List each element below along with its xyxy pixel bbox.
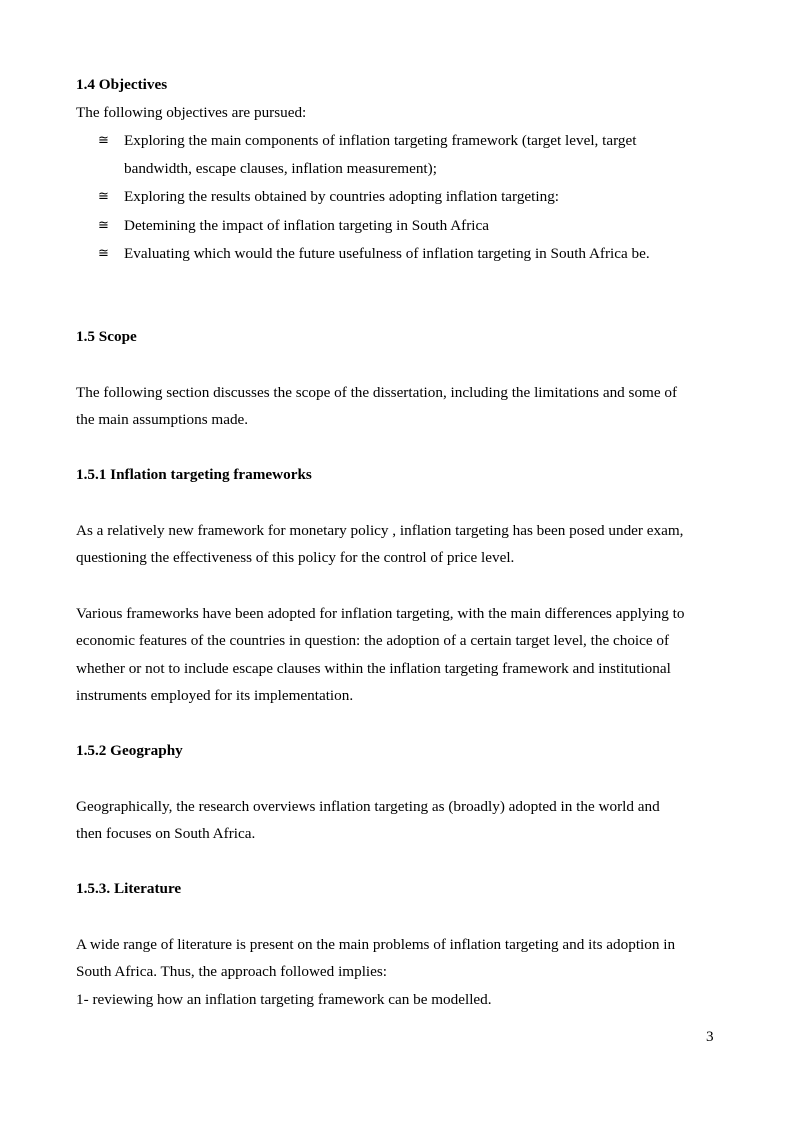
geography-paragraph-line: Geographically, the research overviews inflation targeting as (broadly) adopted in the world and — [76, 798, 660, 815]
list-item — [98, 127, 698, 183]
list-item — [98, 240, 698, 268]
scope-paragraph-line: the main assumptions made. — [76, 411, 249, 428]
frameworks-paragraph-line: questioning the effectiveness of this policy for the control of price level. — [76, 549, 515, 566]
list-item-text: Exploring the main components of inflation targeting framework (target level, target — [124, 132, 637, 149]
page-number: 3 — [706, 1028, 714, 1045]
frameworks-paragraph-line: Various frameworks have been adopted for inflation targeting, with the main differences applying to — [76, 605, 685, 622]
bullet-icon: ≅ — [98, 133, 109, 148]
list-item-text: Evaluating which would the future usefulness of inflation targeting in South Africa be. — [124, 244, 650, 262]
list-item-text: Detemining the impact of inflation targeting in South Africa — [124, 216, 489, 234]
list-item-text-continued: bandwidth, escape clauses, inflation measurement); — [124, 160, 437, 178]
list-item-text: Exploring the results obtained by countries adopting inflation targeting: — [124, 188, 560, 206]
frameworks-paragraph-line: As a relatively new framework for monetary policy , inflation targeting has been posed under exam, — [76, 522, 684, 539]
list-item — [98, 212, 698, 240]
bullet-icon: ≅ — [98, 217, 109, 233]
bullet-icon: ≅ — [98, 189, 109, 205]
geography-heading: 1.5.2 Geography — [76, 742, 183, 759]
objectives-heading: 1.4 Objectives — [76, 76, 168, 93]
frameworks-paragraph-line: economic features of the countries in question: the adoption of a certain target level, the choice of — [76, 632, 670, 649]
geography-paragraph-line: then focuses on South Africa. — [76, 825, 256, 842]
bullet-icon: ≅ — [98, 245, 109, 261]
frameworks-heading: 1.5.1 Inflation targeting frameworks — [76, 466, 312, 483]
objectives-intro: The following objectives are pursued: — [76, 104, 307, 121]
frameworks-paragraph-line: whether or not to include escape clauses within the inflation targeting framework and institutional — [76, 660, 671, 677]
literature-paragraph-line: A wide range of literature is present on the main problems of inflation targeting and its adoption in — [76, 936, 676, 953]
frameworks-paragraph-line: instruments employed for its implementation. — [76, 687, 354, 704]
literature-heading: 1.5.3. Literature — [76, 880, 182, 897]
list-item — [98, 183, 698, 211]
scope-paragraph-line: The following section discusses the scope of the dissertation, including the limitations and some of — [76, 384, 678, 401]
scope-heading: 1.5 Scope — [76, 328, 137, 345]
objectives-list — [98, 127, 698, 268]
literature-paragraph-line: 1- reviewing how an inflation targeting framework can be modelled. — [76, 991, 492, 1008]
literature-paragraph-line: South Africa. Thus, the approach followed implies: — [76, 963, 388, 980]
